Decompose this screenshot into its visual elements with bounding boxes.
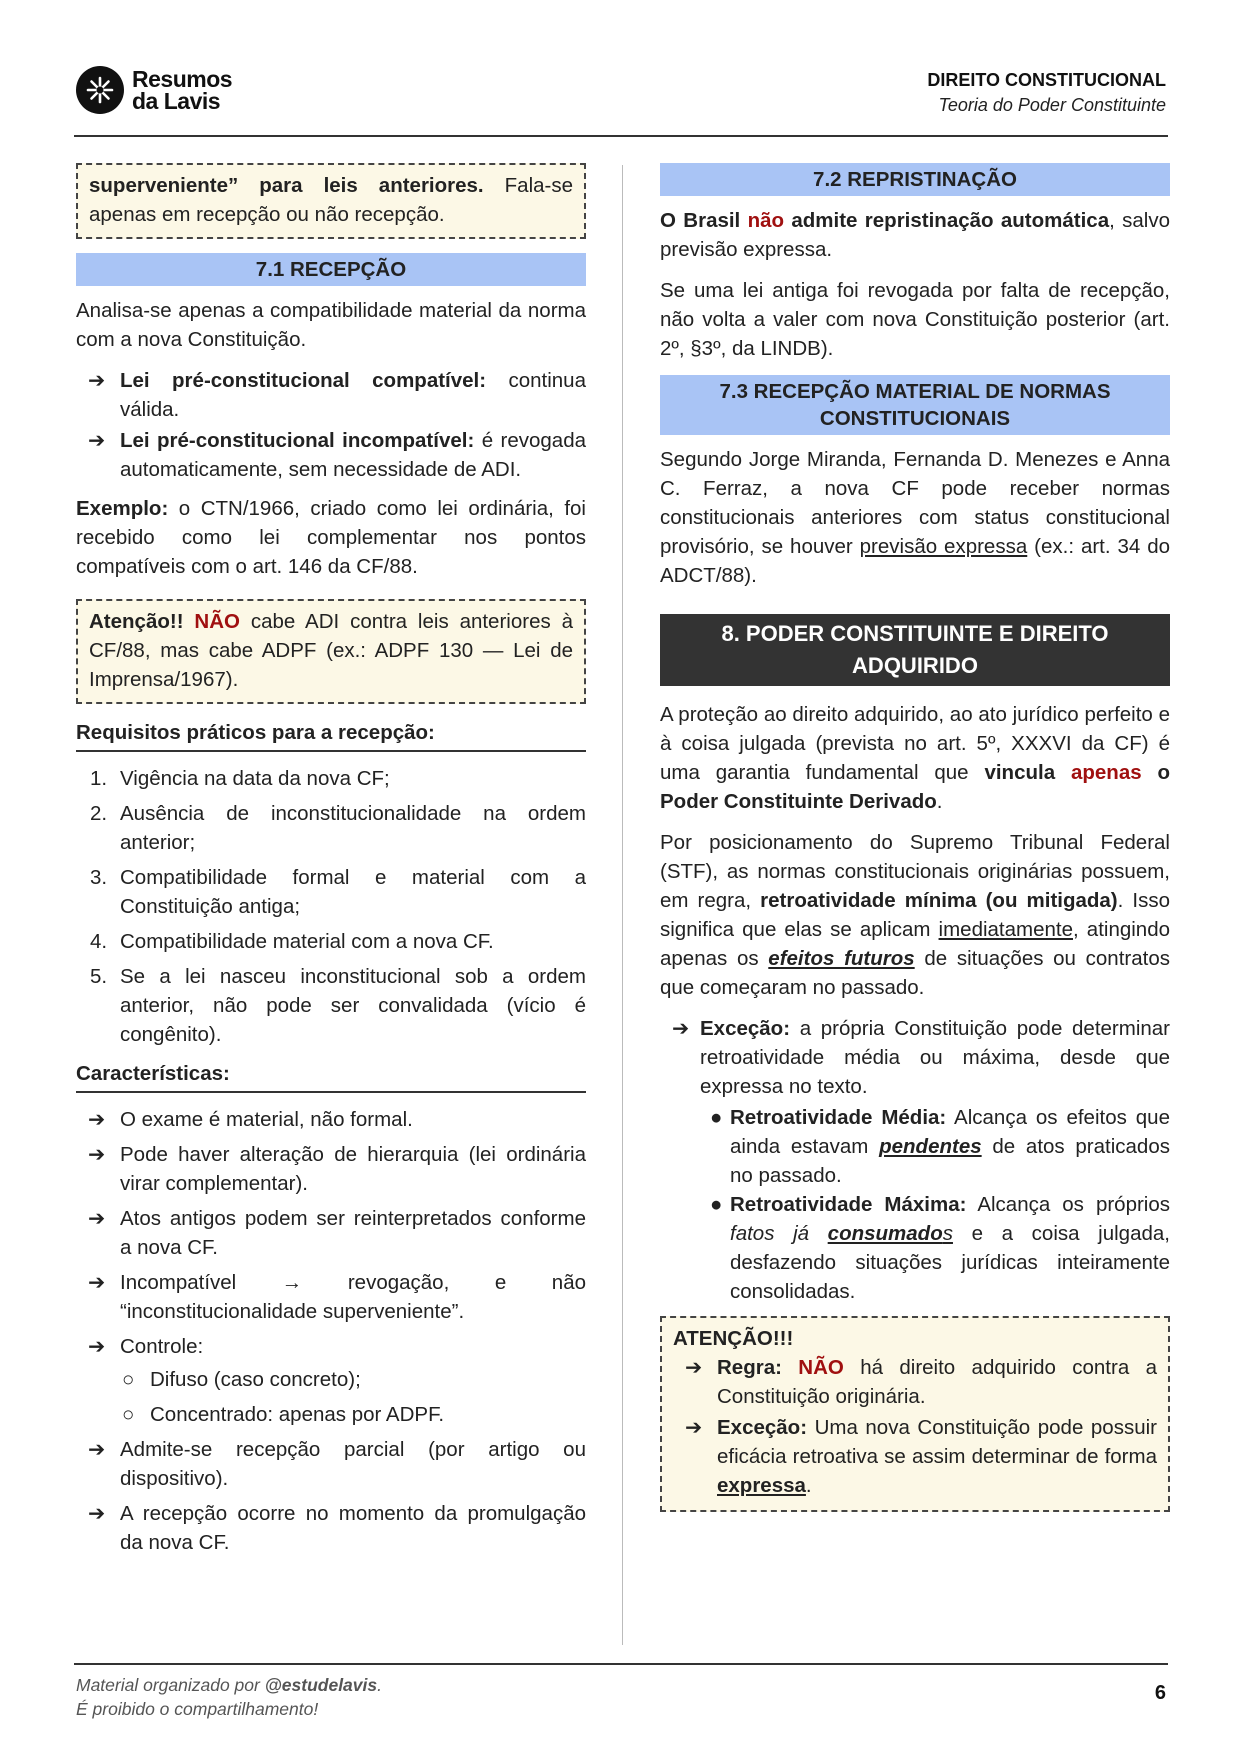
list-item bbox=[76, 1499, 586, 1557]
maxima-italic-underline: s bbox=[942, 1222, 953, 1245]
right-column bbox=[660, 163, 1170, 1526]
logo-line-1: Resumos bbox=[132, 66, 233, 92]
p73-text-2: (ex.: art. 34 do ADCT/88). bbox=[660, 535, 1171, 587]
item-text: Compatibilidade material com a nova CF. bbox=[120, 930, 494, 953]
maxima-text-2: e a coisa julgada, desfazendo situações jurídicas inteiramente consolidadas. bbox=[730, 1222, 1170, 1303]
item-bold: Lei pré-constitucional compatível: bbox=[120, 369, 487, 392]
p8b-text-2: . Isso significa que elas se aplicam bbox=[660, 889, 1170, 941]
paragraph-exemplo bbox=[76, 494, 586, 581]
header-right bbox=[927, 70, 1166, 116]
requisitos-list bbox=[76, 764, 586, 1049]
atencao-label: ATENÇÃO!!! bbox=[673, 1327, 794, 1350]
arrow-icon: ➔ bbox=[88, 1271, 106, 1294]
column-divider bbox=[622, 165, 623, 1645]
p8b-text-3: , atingindo apenas os bbox=[660, 918, 1170, 970]
p73-text-1: Segundo Jorge Miranda, Fernanda D. Menezes e Anna C. Ferraz, a nova CF pode receber normas constitucionais anteriores com status constitucional provisório, se houver bbox=[660, 448, 1170, 558]
arrow-icon: ➔ bbox=[88, 1438, 106, 1461]
arrow-icon: ➔ bbox=[685, 1356, 703, 1379]
excecao-list bbox=[660, 1014, 1170, 1306]
item-text: Incompatível → revogação, e não “inconstitucionalidade superveniente”. bbox=[120, 1271, 586, 1323]
page-number: 6 bbox=[1154, 1682, 1166, 1704]
list-item bbox=[76, 799, 586, 857]
footer-handle: @estudelavis bbox=[264, 1675, 378, 1695]
p8a-text: A proteção ao direito adquirido, ao ato jurídico perfeito e à coisa julgada (prevista no art. 5º, XXXVI da CF) é uma garantia fundamental que bbox=[660, 703, 1170, 784]
retroatividade-sublist bbox=[700, 1103, 1170, 1306]
p8b-text-1: Por posicionamento do Supremo Tribunal Federal (STF), as normas constitucionais originárias possuem, em regra, bbox=[660, 831, 1170, 912]
item-text: O exame é material, não formal. bbox=[120, 1108, 413, 1131]
note-2-text: cabe ADI contra leis anteriores à CF/88, mas cabe ADPF (ex.: ADPF 130 — Lei de Imprensa/1967). bbox=[89, 610, 573, 691]
note-2-bold: Atenção!! bbox=[89, 610, 184, 633]
media-text-2: de atos praticados no passado. bbox=[730, 1135, 1170, 1187]
excecao-text: Uma nova Constituição pode possuir eficácia retroativa se assim determinar de forma bbox=[717, 1416, 1157, 1468]
arrow-icon: ➔ bbox=[88, 1335, 106, 1358]
regra-bold: Regra: bbox=[717, 1356, 782, 1379]
header-title: DIREITO CONSTITUCIONAL bbox=[927, 70, 1166, 90]
exc-text: a própria Constituição pode determinar retroatividade média ou máxima, desde que expressa no texto. bbox=[700, 1017, 1170, 1098]
item-text: Se a lei nasceu inconstitucional sob a ordem anterior, não pode ser convalidada (vício é congênito). bbox=[120, 965, 586, 1046]
list-item bbox=[76, 1204, 586, 1262]
list-item bbox=[120, 1365, 586, 1394]
asterisk-icon bbox=[76, 66, 124, 114]
rep-red: não bbox=[747, 209, 785, 232]
media-bold: Retroatividade Média: bbox=[730, 1106, 947, 1129]
item-number: 3. bbox=[90, 866, 108, 889]
p73-underline: previsão expressa bbox=[859, 535, 1028, 558]
p8b-underline: imediatamente bbox=[938, 918, 1074, 941]
note-box-atencao bbox=[660, 1316, 1170, 1512]
caracteristicas-list bbox=[76, 1105, 586, 1557]
note-2-red: NÃO bbox=[194, 610, 240, 633]
caracteristicas-heading: Características: bbox=[76, 1059, 586, 1093]
media-text-1: Alcança os efeitos que ainda estavam bbox=[730, 1106, 1170, 1158]
note-1-bold: superveniente” para leis anteriores. bbox=[89, 174, 484, 197]
controle-sublist bbox=[120, 1365, 586, 1429]
footer-line-1 bbox=[76, 1673, 382, 1697]
list-item bbox=[700, 1103, 1170, 1190]
item-number: 5. bbox=[90, 965, 108, 988]
item-text: é revogada automaticamente, sem necessidade de ADI. bbox=[120, 429, 586, 481]
arrow-icon: ➔ bbox=[88, 429, 106, 452]
excecao-bold: Exceção: bbox=[717, 1416, 808, 1439]
list-item bbox=[700, 1190, 1170, 1306]
excecao-end: . bbox=[805, 1474, 812, 1497]
item-number: 4. bbox=[90, 930, 108, 953]
regra-text: há direito adquirido contra a Constituição originária. bbox=[717, 1356, 1157, 1408]
list-item bbox=[673, 1413, 1157, 1500]
p8b-text-4: de situações ou contratos que começaram no passado. bbox=[660, 947, 1170, 999]
item-text: Difuso (caso concreto); bbox=[150, 1368, 361, 1391]
list-item bbox=[660, 1014, 1170, 1306]
paragraph-recepcao: Analisa-se apenas a compatibilidade material da norma com a nova Constituição. bbox=[76, 299, 586, 351]
p8a-bold-1: vincula bbox=[984, 761, 1071, 784]
list-item bbox=[76, 764, 586, 793]
arrow-icon: ➔ bbox=[685, 1416, 703, 1439]
maxima-italic: fatos já bbox=[730, 1222, 828, 1245]
header-subtitle: Teoria do Poder Constituinte bbox=[938, 95, 1166, 115]
paragraph-7-3 bbox=[660, 445, 1170, 590]
footer-text: Material organizado por bbox=[76, 1675, 265, 1695]
section-7-1-heading: 7.1 RECEPÇÃO bbox=[76, 253, 586, 286]
exc-bold: Exceção: bbox=[700, 1017, 791, 1040]
logo-line-2: da Lavis bbox=[132, 88, 221, 114]
bullet-icon: ● bbox=[710, 1193, 723, 1216]
item-text: A recepção ocorre no momento da promulgação da nova CF. bbox=[120, 1502, 586, 1554]
maxima-text-1: Alcança os próprios bbox=[966, 1193, 1171, 1216]
regra-red: NÃO bbox=[798, 1356, 844, 1379]
arrow-icon: ➔ bbox=[88, 1207, 106, 1230]
note-box-2 bbox=[76, 599, 586, 704]
footer-period: . bbox=[377, 1675, 382, 1695]
item-text: Ausência de inconstitucionalidade na ordem anterior; bbox=[120, 802, 586, 854]
maxima-bold-underline: consumado bbox=[827, 1222, 943, 1245]
atencao-list bbox=[673, 1353, 1157, 1500]
recepcao-list bbox=[76, 366, 586, 484]
p8a-red: apenas bbox=[1070, 761, 1142, 784]
media-bold-underline: pendentes bbox=[879, 1135, 982, 1158]
item-text: Vigência na data da nova CF; bbox=[120, 767, 390, 790]
list-item bbox=[76, 1105, 586, 1134]
exemplo-text: o CTN/1966, criado como lei ordinária, foi recebido como lei complementar nos pontos compatíveis com o art. 146 da CF/88. bbox=[76, 497, 586, 578]
p8a-bold-2: o Poder Constituinte Derivado bbox=[660, 761, 1171, 813]
header-divider bbox=[74, 135, 1168, 137]
list-item bbox=[76, 366, 586, 424]
item-text: Controle: bbox=[120, 1335, 204, 1358]
list-item bbox=[76, 1332, 586, 1429]
footer-divider bbox=[74, 1663, 1168, 1665]
rep-bold-1: O Brasil bbox=[660, 209, 748, 232]
footer bbox=[76, 1673, 382, 1721]
paragraph-8b bbox=[660, 828, 1170, 1002]
item-text: Concentrado: apenas por ADPF. bbox=[150, 1403, 445, 1426]
item-text: Pode haver alteração de hierarquia (lei ordinária virar complementar). bbox=[120, 1143, 586, 1195]
paragraph-8a bbox=[660, 700, 1170, 816]
item-text: Admite-se recepção parcial (por artigo ou dispositivo). bbox=[120, 1438, 586, 1490]
item-bold: Lei pré-constitucional incompatível: bbox=[120, 429, 475, 452]
logo-text bbox=[132, 68, 232, 112]
list-item bbox=[76, 962, 586, 1049]
p8b-bold-underline: efeitos futuros bbox=[768, 947, 915, 970]
section-7-2-heading: 7.2 REPRISTINAÇÃO bbox=[660, 163, 1170, 196]
list-item bbox=[76, 927, 586, 956]
item-text: Compatibilidade formal e material com a Constituição antiga; bbox=[120, 866, 586, 918]
logo bbox=[76, 66, 232, 114]
item-number: 2. bbox=[90, 802, 108, 825]
section-7-3-heading: 7.3 RECEPÇÃO MATERIAL DE NORMAS CONSTITUCIONAIS bbox=[660, 375, 1170, 435]
maxima-bold: Retroatividade Máxima: bbox=[730, 1193, 967, 1216]
list-item bbox=[76, 1435, 586, 1493]
list-item bbox=[76, 863, 586, 921]
list-item bbox=[120, 1400, 586, 1429]
p8b-bold: retroatividade mínima (ou mitigada) bbox=[760, 889, 1118, 912]
note-box-1 bbox=[76, 163, 586, 239]
arrow-icon: ➔ bbox=[88, 1502, 106, 1525]
rep-text: , salvo previsão expressa. bbox=[660, 209, 1170, 261]
list-item bbox=[76, 1268, 586, 1326]
circle-bullet-icon: ○ bbox=[122, 1368, 135, 1391]
excecao-bold-underline: expressa bbox=[717, 1474, 806, 1497]
arrow-icon: ➔ bbox=[88, 369, 106, 392]
circle-bullet-icon: ○ bbox=[122, 1403, 135, 1426]
left-column bbox=[76, 163, 586, 1567]
list-item bbox=[76, 1140, 586, 1198]
item-text: continua válida. bbox=[120, 369, 586, 421]
paragraph-repristinacao-2: Se uma lei antiga foi revogada por falta de recepção, não volta a valer com nova Constituição posterior (art. 2º, §3º, da LINDB). bbox=[660, 279, 1170, 360]
list-item bbox=[673, 1353, 1157, 1411]
arrow-icon: ➔ bbox=[672, 1017, 690, 1040]
arrow-icon: ➔ bbox=[88, 1108, 106, 1131]
item-number: 1. bbox=[90, 767, 108, 790]
paragraph-repristinacao-1 bbox=[660, 206, 1170, 264]
item-text: Atos antigos podem ser reinterpretados conforme a nova CF. bbox=[120, 1207, 586, 1259]
footer-line-2: É proibido o compartilhamento! bbox=[76, 1699, 319, 1719]
rep-bold-2: admite repristinação automática bbox=[784, 209, 1110, 232]
requisitos-heading: Requisitos práticos para a recepção: bbox=[76, 718, 586, 752]
exemplo-label: Exemplo: bbox=[76, 497, 169, 520]
list-item bbox=[76, 426, 586, 484]
bullet-icon: ● bbox=[710, 1106, 723, 1129]
note-1-text: Fala-se apenas em recepção ou não recepção. bbox=[89, 174, 573, 226]
arrow-icon: ➔ bbox=[88, 1143, 106, 1166]
p8a-end: . bbox=[936, 790, 943, 813]
section-8-heading: 8. PODER CONSTITUINTE E DIREITO ADQUIRIDO bbox=[660, 614, 1170, 686]
